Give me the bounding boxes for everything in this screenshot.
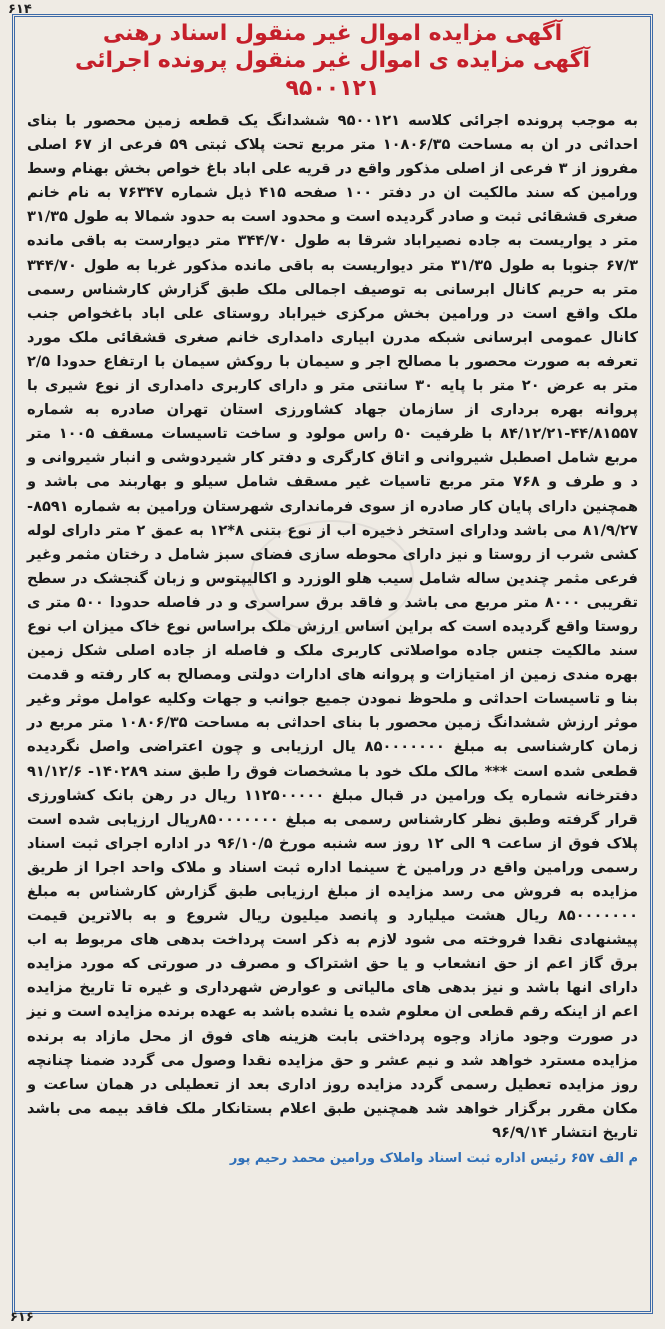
notice-signature: م الف ۶۵۷ رئیس اداره ثبت اسناد واملاک ورامین محمد رحیم پور	[229, 1151, 638, 1167]
notice-title-secondary: آگهی مزایده ی اموال غیر منقول پرونده اجرائی ۹۵۰۰۱۲۱	[74, 48, 590, 101]
notice-body: به موجب پرونده اجرائی کلاسه ۹۵۰۰۱۲۱ ششدانگ یک قطعه زمین محصور با بنای احداثی در ان به مساحت ۱۰۸۰۶/۳۵ متر مربع تحت پلاک ثبتی ۵۹ فرعی از ۶۷ اصلی مفروز از ۳ فرعی از اصلی مذکور واقع در قریه علی اباد باغ خواص بخش بهنام وسط ورامین که سند مالکیت ان در دفتر ۱۰۰ صفحه ۴۱۵ ذیل شماره ۷۶۳۴۷ به نام خانم صغری قشقائی ثبت و صادر گردیده است و محدود است به حدود شمالا به طول ۳۱/۳۵ متر د یواریست به جاده نصیراباد شرقا به طول ۳۴۴/۷۰ متر دیوارست به باقی مانده ۶۷/۳ جنوبا به طول ۳۱/۳۵ متر دیواریست به باقی مانده مذکور غربا به طول ۳۴۴/۷۰ متر به حریم کانال ابرسانی به توصیف اجمالی ملک طبق گزارش کارشناس رسمی ملک واقع است در ورامین بخش مرکزی خیراباد روستای علی اباد باغخواص جنب کانال عمومی ابرسانی شبکه مدرن ابیاری دامداری خانم صغری قشقائی ملک مورد تعرفه به صورت محصور با مصالح اجر و سیمان با روکش سیمان با ارتفاع حدودا ۲/۵ متر به عرض ۲۰ متر با پایه ۳۰ سانتی متر و دارای کاربری دامداری از نوع شیری با پروانه بهره برداری از سازمان جهاد کشاورزی استان تهران صادره به شماره ۴۴/۸۱۵۵۷-۸۴/۱۲/۲۱ با ظرفیت ۵۰ راس مولود و ساخت تاسیسات مسقف ۱۰۰۵ متر مربع شامل اصطبل شیروانی و اتاق کارگری و دفتر کار شیردوشی و انبار شیروانی و د و طرف و ۷۶۸ متر مربع تاسیات غیر مسقف شامل سیلو و بهاربند می باشد و همچنین دارای پایان کار صادره از سوی فرمانداری شهرستان ورامین به شماره ۸۵۹۱- ۸۱/۹/۲۷ می باشد ودارای استخر ذخیره اب از نوع بتنی ۸*۱۲ به عمق ۲ متر دارای لوله کشی شرب از روستا و نیز دارای محوطه سازی فضای سبز شامل د رختان مثمر وغیر فرعی مثمر چندین ساله شامل سیب هلو الوزرد و اکالیپتوس و زبان گنجشک در سطح تقریبی ۸۰۰۰ متر مربع می باشد و فاقد برق سراسری و در فاصله حدودا ۵۰۰ متر ی روستا واقع گردیده است که براین اساس ارزش ملک براساس نوع خاک میزان اب نوع سند مالکیت جنس جاده مواصلاتی کاربری ملک و فاصله از جاده اصلی شکل زمین بهره مندی زمین از امتیازات و پروانه های ادارات دولتی ومصالح به کار رفته و قدمت بنا و تاسیسات احداثی و ملحوظ نمودن جمیع جوانب و جهات وکلیه عوامل موثر وغیر موثر ارزش ششدانگ زمین محصور با بنای احداثی به مساحت ۱۰۸۰۶/۳۵ متر مربع در زمان کارشناسی به مبلغ ۸۵۰۰۰۰۰۰۰ یال ارزیابی و چون اعتراضی واصل نگردیده قطعی شده است *** مالک ملک خود با مشخصات فوق را طبق سند ۱۴۰۲۸۹- ۹۱/۱۲/۶ دفترخانه شماره یک ورامین در قبال مبلغ ۱۱۲۵۰۰۰۰۰ ریال در رهن بانک کشاورزی قرار گرفته وطبق نظر کارشناس رسمی به مبلغ ۸۵۰۰۰۰۰۰۰ریال ارزیابی شده است پلاک فوق از ساعت ۹ الی ۱۲ روز سه شنبه مورخ ۹۶/۱۰/۵ در اداره اجرای ثبت اسناد رسمی ورامین واقع در ورامین خ سینما اداره ثبت اسناد و ملاک واحد اجرا از طریق مزایده به فروش می رسد مزایده از مبلغ ارزیابی طبق گزارش کارشناس به مبلغ ۸۵۰۰۰۰۰۰۰ ریال هشت میلیارد و پانصد میلیون ریال شروع و به بالاترین قیمت پیشنهادی نقدا فروخته می شود لازم به ذکر است پرداخت بدهی های مربوط به اب برق گاز اعم از حق انشعاب و یا حق اشتراک و مصرف در صورتی که مورد مزایده دارای انها باشد و نیز بدهی های مالیاتی و عوارض شهرداری و غیره تا تاریخ مزایده اعم از اینکه رقم قطعی ان معلوم شده یا نشده باشد به عهده برنده مزایده است و نیز در صورت وجود مازاد وجوه پرداختی بابت هزینه های فوق از محل مازاد به برنده مزایده مسترد خواهد شد و نیم عشر و حق مزایده نقدا وصول می گردد ضمنا چنانچه روز مزایده تعطیل رسمی گردد مزایده روز اداری بعد از تعطیلی در همان ساعت و مکان مقرر برگزار خواهد شد همچنین طبق اعلام بستانکار ملک فاقد بیمه می باشد تاریخ انتشار ۹۶/۹/۱۴	[27, 112, 639, 1141]
notice-title-primary: آگهی مزایده اموال غیر منقول اسناد رهنی	[102, 21, 563, 46]
page-number-top: ۶۱۴	[8, 2, 32, 17]
notice-frame	[12, 14, 653, 1314]
page-number-bottom: ۶۱۶	[10, 1310, 34, 1325]
